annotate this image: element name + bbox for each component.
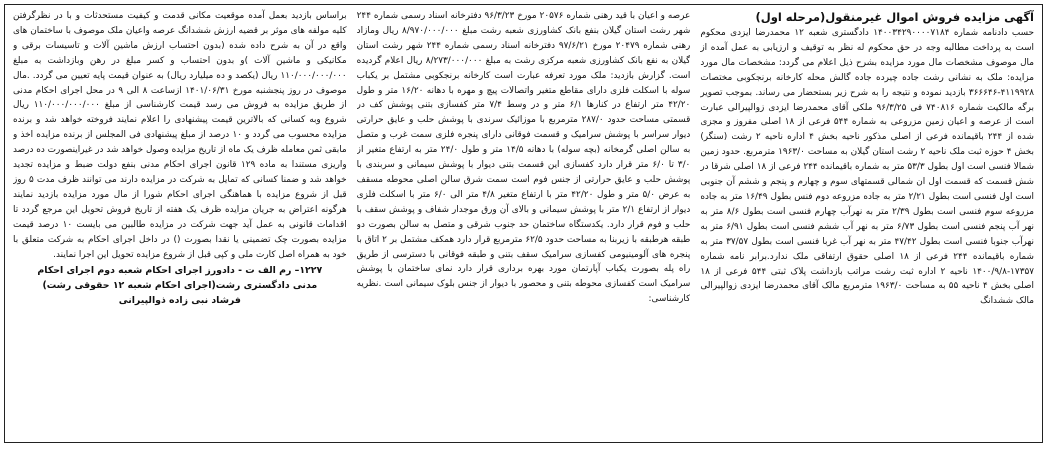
signature-line-3: فرشاد نبی زاده ذوالپیرانی [118, 295, 241, 307]
notice-body-part-3: براساس بازدید بعمل آمده موقعیت مکانی قدمت و کیفیت مستحدثات و با در نظرگرفتن کلیه مولفه های موثر بر قضیه ارزش ششدانگ عرصه واعیان ملک موصوف با ساختمان های واقع در آن به شرح داده شده (بدون احتساب ارزش ماشین آلات و تاسیسات برقی و مکانیکی و ماشین آلات )و بدون احتساب و کسر مبلغ در رهن وبازداشت به مبلغ ۱۱۰/۰۰۰/۰۰۰/۰۰۰ ریال (یکصد و ده میلیارد ریال) به عنوان قیمت پایه تعیین می گردد. .مال موصوف در روز پنجشنبه مورخ ۱۴۰۱/۰۶/۳۱ ازساعت ۸ الی ۹ در محل اجرای احکام مدنی از طریق مزایده به فروش می رسد قیمت کارشناسی از مبلغ ۱۱۰/۰۰۰/۰۰۰/۰۰۰ ریال شروع وبه کسانی که بالاترین قیمت پیشنهادی را اعلام نمایند فروخته خواهد شد و برنده مزایده محسوب می گردد و ۱۰ درصد از مبلغ پیشنهادی فی المجلس از برنده مزایده اخذ و مابقی ثمن معامله ظرف یک ماه از تاریخ مزایده وصول خواهد شد در غیراینصورت ده درصد واریزی مستندا به ماده ۱۲۹ قانون اجرای احکام مدنی بنفع دولت ضبط و مزایده تجدید خواهد شد و ضمنا کسانی که تمایل به شرکت در مزایده دارند می توانند ظرف مدت ۵ روز قبل از شروع مزایده با هماهنگی اجرای احکام شورا از مال مورد مزایده بازدید نمایند هرگونه اعتراض به جریان مزایده ظرف یک هفته از تاریخ فروش تحویل این مرجع گردد تا اقدامات قانونی به عمل آید جهت شرکت در مزایده طالبین می بایست ۱۰ درصد قیمت مزایده بصورت چک تضمینی یا نقدا بصورت () در داخل اجرای احکام به شرکت متعلق با خود به همراه اصل کارت ملی و کپی قبل از شروع مزایده تحویل این اجرا نمایند. [12, 11, 347, 260]
notice-title: آگهی مزایده فروش اموال غیرمنقول(مرحله اول) [755, 10, 1034, 24]
signature-line-2: مدنی دادگستری رشت(اجرای احکام شعبه ۱۲ حقوقی رشت) [42, 280, 318, 292]
auction-notice [4, 4, 1043, 443]
notice-signature [13, 263, 347, 308]
notice-column-left [13, 9, 347, 438]
notice-column-right [700, 9, 1034, 438]
notice-column-middle [357, 9, 691, 438]
notice-body-part-2: عرصه و اعیان با قید رهنی شماره ۲۰۵۷۶ مورخ ۹۶/۳/۲۳ دفترخانه اسناد رسمی شماره ۲۴۴ شهر رشت استان گیلان بنفع بانک کشاورزی شعبه رشت مبلغ ۸/۹۷۰/۰۰۰/۰۰۰ ریال ومازاد رهنی شماره ۲۰۴۷۹ مورخ ۹۷/۶/۲۱ دفترخانه اسناد رسمی شماره ۲۴۴ شهر رشت استان گیلان به نفع بانک کشاورزی شعبه مرکزی رشت به مبلغ ۸/۲۷۳/۰۰۰/۰۰۰ ریال اعلام گردیده است. گزارش بازدید: ملک مورد تعرفه عبارت است کارخانه برنجکوبی مشتمل بر یکباب سوله با اسکلت فلزی دارای مقاطع متغیر واتصالات پیچ و مهره با دهانه ۱۶/۲۰ متر و طول ۴۲/۲۰ متر ارتفاع در کنارها ۶/۱ متر و در وسط ۷/۴ متر کفسازی بتنی پوشش کف در قسمتی مساحت حدود ۲۸۷/۰ مترمربع با موزائیک سرندی با پوشش حلب و عایق حرارتی دیوار سراسر با پوشش سرامیک و قسمت فوقانی دارای پنجره فلزی سمت غرب و متصل به سالن اصلی گرمخانه (بچه سوله) با دهانه ۱۴/۵ متر و طول ۲۴/۰ متر به ارتفاع متغیر از ۳/۰ تا ۶/۰ متر قرار دارد کفسازی این قسمت بتنی دیوار با پوشش سیمانی و سربندی با پوشش حلب و عایق حرارتی از جنس فوم است سمت شرق سالن اصلی محوطه مسقف به عرض ۵/۰ متر و طول ۴۲/۲۰ متر با ارتفاع متغیر ۴/۸ متر الی ۶/۰ متر با اسکلت فلزی دیوار از ارتفاع ۲/۱ متر با پوشش سیمانی و بالای آن ورق موجدار شفاف و پوشش سقف با حلب و فوم قرار دارد. یکدستگاه ساختمان حد جنوب شرقی و متصل به سالن بصورت دو طبقه هرطبقه با زیربنا به مساحت حدود ۶۲/۵ مترمربع قرار دارد همکف مشتمل بر ۲ اتاق با پنجره های آلومینیومی کفسازی سرامیک سقف بتنی و طبقه فوقانی با دسترسی از طریق راه پله بصورت یکباب آپارتمان مورد بهره برداری قرار دارد نمای ساختمان با پوشش سرامیک است کفسازی محوطه بتنی و محصور با دیوار از جنس بلوک سیمانی است .نظریه کارشناسی: [356, 11, 691, 305]
notice-body-part-1: حسب دادنامه شماره ۱۴۰۰۳۴۲۹۰۰۰۰۷۱۸۴ دادگستری شعبه ۱۲ محمدرضا ایزدی محکوم است به پرداخت مطالبه وجه در حق محکوم له نظر به توقیف و ارزیابی به عمل آمده از مال موصوف مشخصات مال مورد مزایده بشرح ذیل اعلام می گردد: مشخصات مال مورد مزایده: ملک به نشانی رشت جاده چیرده جاده گالش محله کارخانه برنجکوبی مختصات ۴۱۱۹۹۲۸-۳۶۶۶۴۶ بازدید نموده و نتیجه را به شرح زیر بستحضار می رساند. بموجب تصویر برگه مالکیت شماره ۷۴۰۸۱۶ فی ۹۶/۳/۲۵ ملکی آقای محمدرضا ایزدی زوالپیرالی عبارت است از عرصه و اعیان زمین مزروعی به شماره ۵۴۴ فرعی از ۱۸ اصلی مفروز و مجزی شده از ۲۴۴ باقیمانده فرعی از اصلی مذکور ناحیه بخش ۴ اداره ناحیه ۲ رشت (سنگر) بخش ۴ حوزه ثبت ملک ناحیه ۲ رشت استان گیلان به مساحت ۱۹۶۳/۰ مترمربع. حدود زمین شمالا فنسی است اول بطول ۵۳/۳ متر به شماره باقیمانده ۲۴۴ فرعی از ۱۸ اصلی شرقا در شش قسمت که قسمت اول ان شمالی قسمتهای سوم و چهارم و پنجم و ششم آن جنوبی است اول فنسی است بطول ۲/۲۱ متر به جاده مزروعه دوم فنس بطول ۱۶/۴۹ متر به جاده مزروعه سوم فنسی است بطول ۲/۳۹ متر به نهرآب چهارم فنسی است بطول ۸/۶ متر به نهر آب پنجم فنسی است بطول ۶/۷۳ متر به نهر آب ششم فنسی است بطول ۶/۹۱ متر به نهرآب جنوبا فنسی است بطول ۴۷/۴۲ متر به نهر آب غربا فنسی است بطول ۳۷/۵۷ متر به شماره باقیمانده ۲۴۴ فرعی از ۱۸ اصلی حقوق ارتفاقی ملک ندارد.برابر نامه شماره ۱۷۳۵۷-۱۴۰۰/۹/۸ ناحیه ۲ اداره ثبت رشت مراتب بازداشت پلاک ثبتی ۵۴۴ فرعی از ۱۸ اصلی بخش ۴ ناحیه ۵۵ به مساحت ۱۹۶۳/۰ مترمربع مالک آقای محمدرضا ایزدی زوالپیرالی مالک ششدانگ [700, 28, 1034, 307]
signature-line-1: ۱۲۲۷– رم الف ت - دادورز اجرای احکام شعبه دوم اجرای احکام [37, 265, 323, 277]
